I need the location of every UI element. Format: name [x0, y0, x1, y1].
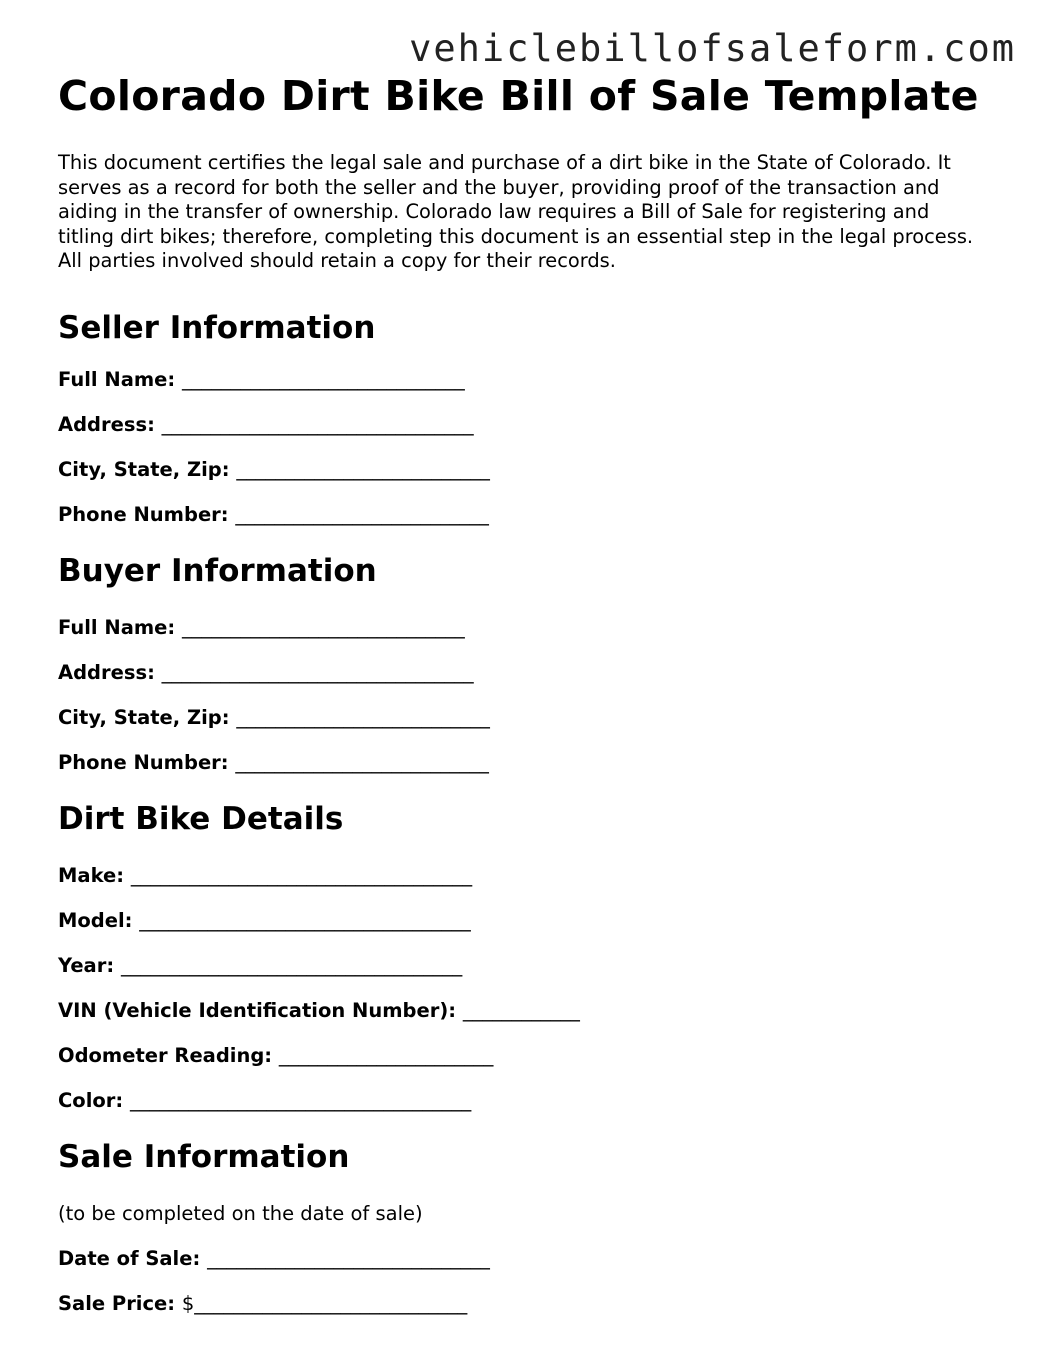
sale-information-section [58, 1139, 1008, 1316]
field-label: VIN (Vehicle Identification Number): [58, 999, 457, 1023]
field-label: City, State, Zip: [58, 457, 230, 481]
buyer-heading: Buyer Information [58, 552, 377, 589]
sale-price-field[interactable] [58, 1292, 1008, 1316]
field-blank-line[interactable]: _____________________________ [207, 1247, 490, 1271]
sale-note: (to be completed on the date of sale) [58, 1202, 423, 1226]
field-blank-line[interactable]: ___________________________________ [120, 954, 463, 978]
seller-address-field[interactable] [58, 413, 1008, 437]
seller-heading: Seller Information [58, 309, 376, 346]
field-label: Sale Price: [58, 1292, 176, 1316]
field-blank-line[interactable]: _____________________________ [182, 367, 465, 391]
seller-section [58, 310, 1008, 527]
field-blank-line[interactable]: ______________________ [278, 1044, 494, 1068]
field-blank-line[interactable]: __________________________ [236, 457, 490, 481]
buyer-address-field[interactable] [58, 661, 1008, 685]
field-blank-line[interactable]: ____________ [462, 999, 580, 1023]
bike-color-field[interactable] [58, 1089, 1008, 1113]
intro-paragraph: This document certifies the legal sale and purchase of a dirt bike in the State of Colorado. It serves as a record for both the seller and the buyer, providing proof of the transaction and aiding in the transfer of ownership. Colorado law requires a Bill of Sale for registering and titling dirt bikes; therefore, completing this document is an essential step in the legal process. All parties involved should retain a copy for their records. [58, 151, 974, 273]
field-blank-line[interactable]: ___________________________________ [130, 864, 473, 888]
buyer-city-state-zip-field[interactable] [58, 706, 1008, 730]
field-label: Make: [58, 864, 125, 888]
field-blank-line[interactable]: __________________________ [236, 706, 490, 730]
seller-city-state-zip-field[interactable] [58, 458, 1008, 482]
bill-of-sale-document [58, 72, 1008, 1316]
field-label: Phone Number: [58, 502, 229, 526]
field-blank-line[interactable]: __________________________________ [139, 909, 471, 933]
bike-model-field[interactable] [58, 909, 1008, 933]
buyer-section [58, 553, 1008, 775]
buyer-full-name-field[interactable] [58, 616, 1008, 640]
field-blank-line[interactable]: __________________________ [235, 751, 489, 775]
field-label: Date of Sale: [58, 1247, 201, 1271]
dirt-bike-details-section [58, 801, 1008, 1113]
field-blank-line[interactable]: ___________________________________ [130, 1089, 472, 1113]
bike-odometer-field[interactable] [58, 1044, 1008, 1068]
field-blank-line[interactable]: ________________________________ [161, 412, 474, 436]
seller-full-name-field[interactable] [58, 368, 1008, 392]
field-label: Full Name: [58, 367, 176, 391]
seller-phone-field[interactable] [58, 503, 1008, 527]
field-label: Full Name: [58, 616, 176, 640]
field-label: Address: [58, 661, 155, 685]
bike-year-field[interactable] [58, 954, 1008, 978]
bike-vin-field[interactable] [58, 999, 1008, 1023]
field-label: Odometer Reading: [58, 1044, 273, 1068]
field-label: Phone Number: [58, 751, 229, 775]
buyer-phone-field[interactable] [58, 751, 1008, 775]
field-label: Color: [58, 1089, 124, 1113]
field-label: City, State, Zip: [58, 706, 230, 730]
field-blank-line[interactable]: $____________________________ [181, 1292, 468, 1316]
field-blank-line[interactable]: _____________________________ [182, 616, 465, 640]
page-title: Colorado Dirt Bike Bill of Sale Template [58, 72, 979, 120]
field-label: Model: [58, 909, 133, 933]
field-blank-line[interactable]: ________________________________ [161, 661, 474, 685]
bike-make-field[interactable] [58, 864, 1008, 888]
bike-heading: Dirt Bike Details [58, 801, 344, 838]
sale-heading: Sale Information [58, 1139, 350, 1176]
field-blank-line[interactable]: __________________________ [235, 502, 489, 526]
field-label: Address: [58, 412, 155, 436]
sale-date-field[interactable] [58, 1247, 1008, 1271]
site-watermark: vehiclebillofsaleform.com [409, 27, 1016, 70]
field-label: Year: [58, 954, 115, 978]
